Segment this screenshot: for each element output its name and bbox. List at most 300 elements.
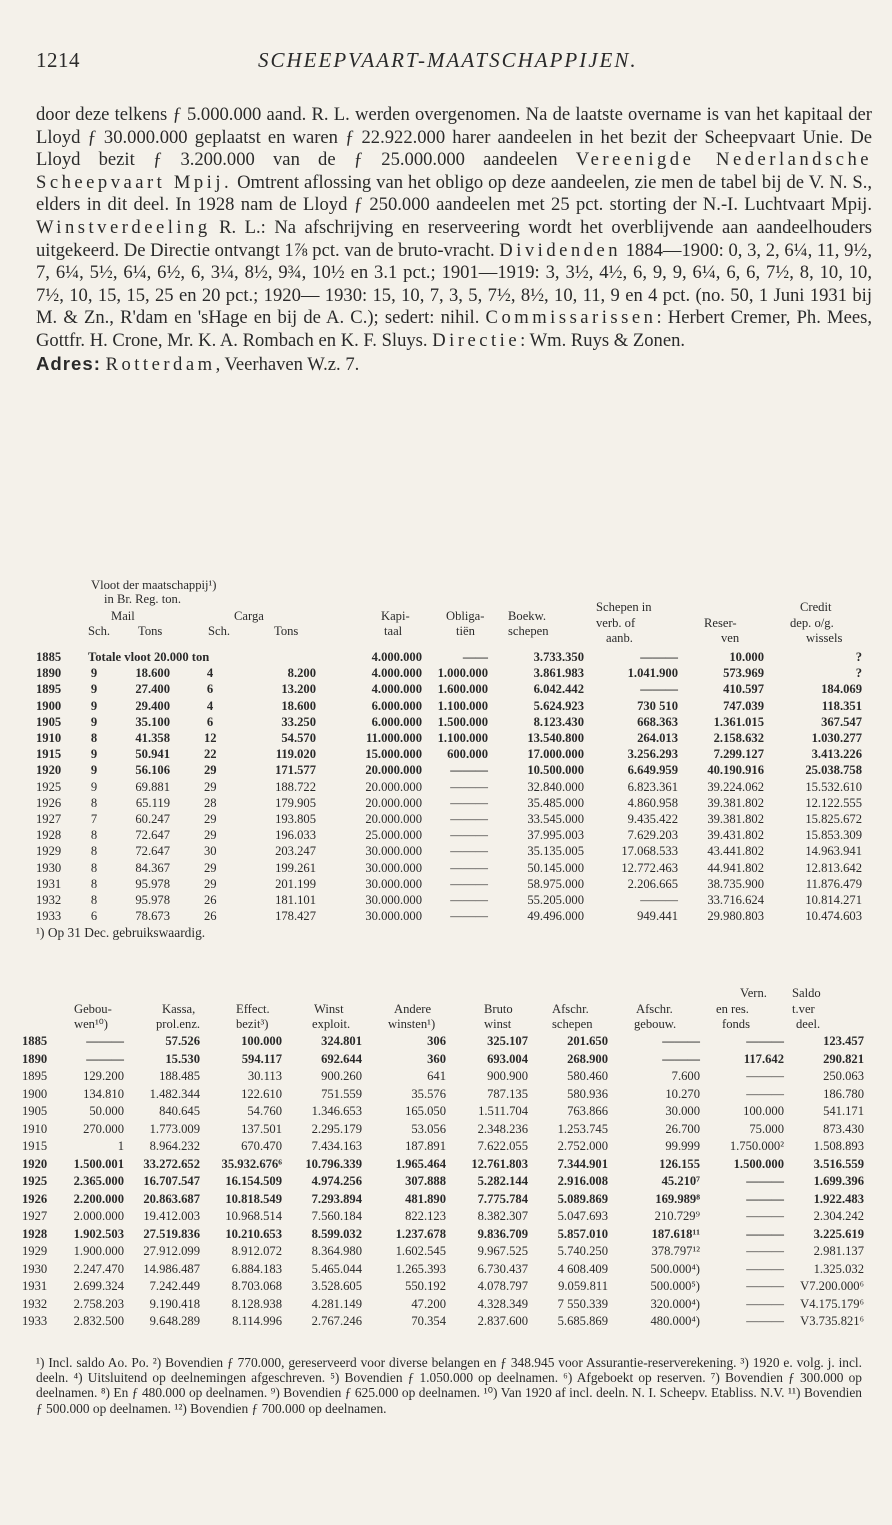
cell-s1: 9	[90, 779, 98, 794]
year-cell: 1915	[36, 747, 62, 762]
cell-w: 7.293.894	[311, 1191, 362, 1206]
cell-boek: 58.975.000	[527, 876, 584, 891]
financial-table-row	[22, 1034, 866, 1049]
cell-boek: 6.042.442	[533, 682, 584, 697]
cell-s2: 30	[204, 844, 217, 859]
year-cell: 1900	[22, 1086, 48, 1101]
cell-k: 14.986.487	[143, 1261, 200, 1276]
year-cell: 1932	[36, 893, 62, 907]
cell-cred: 15.825.672	[805, 812, 862, 826]
cell-as: 2.752.000	[557, 1139, 608, 1153]
cell-as: 763.866	[567, 1104, 608, 1118]
financial-table-row	[22, 1069, 866, 1084]
fleet-table-row	[36, 877, 866, 892]
cell-k: 8.964.232	[149, 1139, 200, 1153]
fleet-table-row	[36, 715, 866, 730]
cell-ag: 10.270	[665, 1086, 700, 1101]
th-schepen: schepen	[508, 624, 549, 638]
th-verb: verb. of	[596, 616, 636, 630]
cell-as: 268.900	[567, 1051, 608, 1066]
th-effect: Effect.	[236, 1002, 270, 1016]
cell-boek: 17.000.000	[527, 747, 584, 762]
cell-t2: 201.199	[275, 876, 316, 891]
cell-e: 10.818.549	[225, 1191, 282, 1206]
cell-s2: 4	[206, 666, 214, 681]
cell-as: 9.059.811	[558, 1279, 608, 1293]
cell-sa: 123.457	[823, 1034, 864, 1048]
cell-verb: 6.823.361	[627, 779, 678, 794]
cell-br: 4.078.797	[477, 1279, 528, 1293]
cell-cred: 15.532.610	[805, 779, 862, 794]
cell-kap: 25.000.000	[365, 828, 422, 843]
th-obliga: Obliga-	[446, 609, 485, 623]
cell-cred: 10.474.603	[805, 909, 862, 924]
cell-br: 9.967.525	[477, 1244, 528, 1258]
cell-cred: 3.413.226	[811, 747, 862, 762]
cell-res: 573.969	[723, 666, 764, 681]
financial-table-row	[22, 1086, 866, 1102]
cell-obl: 1.000.000	[437, 666, 488, 681]
cell-boek: 10.500.000	[527, 763, 584, 778]
cell-k: 20.863.687	[143, 1191, 200, 1206]
cell-t2: 179.905	[275, 795, 316, 810]
cell-s2: 6	[206, 682, 214, 697]
cell-kap: 30.000.000	[365, 860, 422, 875]
cell-verb: ———	[640, 893, 678, 907]
year-cell: 1900	[36, 698, 62, 713]
th-bezit: bezit³)	[236, 1017, 269, 1031]
financial-table-row	[22, 1279, 866, 1294]
cell-t1: 35.100	[135, 714, 170, 729]
th-tien: tiën	[456, 624, 475, 638]
cell-s1: 8	[90, 860, 98, 875]
cell-t2: 181.101	[275, 893, 316, 907]
cell-vr: 1.750.000²	[729, 1139, 784, 1153]
th-schepen2: schepen	[552, 1017, 593, 1031]
year-cell: 1890	[22, 1051, 48, 1066]
th-reser: Reser-	[704, 616, 737, 630]
th-kassa: Kassa,	[162, 1002, 196, 1016]
cell-sa: 2.304.242	[813, 1209, 864, 1223]
cell-w: 7.560.184	[311, 1209, 362, 1223]
fleet-table-row	[36, 844, 866, 859]
fleet-table-row	[36, 812, 866, 827]
cell-vr: ———	[746, 1034, 784, 1048]
cell-res: 747.039	[723, 698, 764, 713]
cell-s1: 7	[90, 812, 98, 826]
spaced-heading: Directie	[432, 329, 521, 351]
cell-sa: 1.325.032	[813, 1261, 864, 1276]
th-bwinst: winst	[484, 1017, 512, 1031]
cell-t1: 60.247	[135, 812, 170, 826]
cell-vr: ———	[746, 1261, 784, 1276]
cell-cred: 15.853.309	[805, 828, 862, 843]
year-cell: 1905	[36, 714, 62, 729]
year-cell: 1885	[22, 1034, 48, 1048]
spaced-heading: Winstverdeeling	[36, 216, 211, 238]
address-line	[36, 353, 872, 377]
text-run: 1884—1900: 0, 3, 2, 6¼, 11, 9½, 7, 6¼, 5½, 6¼, 6½, 6, 3¼, 8½, 9¾, 10½ en 3.1 pct.; 1901—1919: 3, 3½, 4½, 6, 9, 9, 6¼, 6, 6, 7½, 8, 10, 10, 7½, 10, 15, 15, 25 en 20 pct.; 1920— 1930: 15, 10, 7, 3, 5, 7½, 8½, 10, 11, 9 en 4 pct. (no. 50, 1 Juni 1931 bij M. & Zn., R'dam en 'sHage en bij de A. C.); sedert: nihil.	[36, 239, 872, 329]
cell-sa: V4.175.179⁶	[800, 1296, 864, 1311]
cell-obl: ———	[450, 893, 488, 907]
cell-g: 1.500.001	[73, 1156, 124, 1171]
cell-t1: 27.400	[135, 682, 170, 697]
cell-w: 2.767.246	[311, 1314, 362, 1328]
cell-cred: 12.813.642	[805, 860, 862, 875]
cell-verb: 730 510	[637, 698, 678, 713]
cell-res: 2.158.632	[713, 731, 764, 745]
cell-cred: ?	[855, 666, 862, 681]
cell-obl: ———	[450, 860, 488, 875]
financial-table-row	[22, 1139, 866, 1154]
cell-a: 53.056	[411, 1121, 446, 1136]
cell-a: 641	[427, 1069, 446, 1083]
cell-br: 325.107	[487, 1034, 528, 1048]
cell-res: 40.190.916	[707, 763, 764, 778]
cell-br: 5.282.144	[477, 1174, 528, 1188]
cell-kap: 20.000.000	[365, 812, 422, 826]
fleet-table-row	[36, 699, 866, 714]
cell-obl: ———	[450, 779, 488, 794]
address-city: Rotterdam	[105, 353, 216, 375]
cell-br: 2.348.236	[477, 1121, 528, 1136]
financial-table-row	[22, 1209, 866, 1224]
th-gebouw: gebouw.	[634, 1017, 677, 1031]
cell-sa: 3.516.559	[813, 1156, 864, 1171]
cell-w: 324.801	[321, 1034, 362, 1048]
footnotes: ¹) Incl. saldo Ao. Po. ²) Bovendien ƒ 770.000, gereserveerd voor diverse belangen en ƒ 348.945 voor Assurantie-reserverekening. ³) 1920 e. volg. j. incl. deeln. ⁴) Uitsluitend op deelnemingen afgeschreven. ⁵) Bovendien ƒ 1.050.000 op deelnamen. ⁶) Afgeboekt op reserven. ⁷) Bovendien ƒ 300.000 op deelnamen. ⁸) En ƒ 480.000 op deelnamen. ⁹) Bovendien ƒ 625.000 op deelnamen. ¹⁰) Van 1920 af incl. deeln. N. I. Scheepv. Etabliss. N.V. ¹¹) Bovendien ƒ 500.000 op deelnamen. ¹²) Bovendien ƒ 700.000 op deelnamen.	[36, 1355, 862, 1416]
cell-kap: 30.000.000	[365, 876, 422, 891]
financial-table-row	[22, 1051, 866, 1067]
cell-s1: 8	[90, 731, 98, 745]
cell-g: 2.365.000	[73, 1174, 124, 1188]
cell-w: 10.796.339	[305, 1156, 362, 1171]
cell-verb: 1.041.900	[627, 666, 678, 681]
year-cell: 1920	[22, 1156, 48, 1171]
th-prol: prol.enz.	[156, 1017, 201, 1031]
cell-res: 39.381.802	[707, 795, 764, 810]
cell-boek: 3.733.350	[533, 650, 584, 664]
cell-br: 693.004	[487, 1051, 528, 1066]
cell-t2: 188.722	[275, 779, 316, 794]
cell-obl: ———	[450, 844, 488, 859]
fleet-table-row	[36, 893, 866, 908]
cell-res: 44.941.802	[707, 860, 764, 875]
cell-kap: 15.000.000	[365, 747, 422, 762]
cell-t2: 193.805	[275, 812, 316, 826]
cell-kap: 20.000.000	[365, 795, 422, 810]
fleet-table-row	[36, 909, 866, 924]
cell-s1: 9	[90, 714, 98, 729]
cell-as: 2.916.008	[557, 1174, 608, 1188]
cell-as: 5.857.010	[557, 1226, 608, 1241]
th-deel: deel.	[796, 1017, 821, 1031]
cell-as: 5.685.869	[557, 1314, 608, 1328]
cell-t2: 13.200	[281, 682, 316, 697]
year-cell: 1920	[36, 763, 62, 778]
th-taal: taal	[384, 624, 403, 638]
cell-g: 2.699.324	[73, 1279, 124, 1293]
cell-a: 1.237.678	[395, 1226, 446, 1241]
year-cell: 1927	[36, 812, 62, 826]
year-cell: 1895	[36, 682, 62, 697]
cell-g: 2.758.203	[73, 1296, 124, 1311]
cell-g: 2.247.470	[73, 1261, 124, 1276]
cell-g: 129.200	[83, 1069, 124, 1083]
cell-w: 7.434.163	[311, 1139, 362, 1153]
cell-boek: 33.545.000	[527, 812, 584, 826]
th-inbr: in Br. Reg. ton.	[104, 592, 181, 606]
cell-sa: 250.063	[823, 1069, 864, 1083]
cell-a: 307.888	[405, 1174, 446, 1188]
cell-res: 33.716.624	[707, 893, 764, 907]
year-cell: 1931	[36, 876, 62, 891]
cell-s2: 22	[204, 747, 217, 762]
cell-t1: 69.881	[135, 779, 170, 794]
year-cell: 1931	[22, 1279, 48, 1293]
cell-t1: 78.673	[135, 909, 170, 924]
cell-cred: 1.030.277	[811, 731, 862, 745]
cell-t1: 29.400	[135, 698, 170, 713]
cell-ag: 7.600	[671, 1069, 700, 1083]
fleet-table-row	[36, 682, 866, 697]
total-fleet-cell: Totale vloot 20.000 ton	[88, 650, 210, 664]
cell-w: 8.599.032	[311, 1226, 362, 1241]
cell-boek: 5.624.923	[533, 698, 584, 713]
year-cell: 1929	[36, 844, 62, 859]
cell-verb: ———	[640, 682, 678, 697]
cell-k: 19.412.003	[143, 1209, 200, 1223]
cell-k: 1.773.009	[149, 1121, 200, 1136]
cell-s1: 9	[90, 763, 98, 778]
cell-res: 29.980.803	[707, 909, 764, 924]
cell-res: 39.381.802	[707, 812, 764, 826]
cell-a: 822.123	[405, 1209, 446, 1223]
cell-vr: 1.500.000	[733, 1156, 784, 1171]
cell-vr: ———	[746, 1226, 784, 1241]
text-run: door deze telkens ƒ 5.000.000 aand. R. L. werden overgenomen. Na de laatste overname is van het kapitaal der Lloyd ƒ 30.000.000 geplaatst en waren ƒ 22.922.000 harer aandeelen in het bezit der Scheepvaart Unie. De Lloyd bezit ƒ 3.200.000 van de ƒ 25.000.000 aandeelen	[36, 104, 872, 171]
cell-sa: 1.922.483	[813, 1191, 864, 1206]
fleet-table-row	[36, 731, 866, 746]
address-street: , Veerhaven W.z. 7.	[215, 353, 360, 375]
cell-verb: 9.435.422	[627, 812, 678, 826]
cell-res: 410.597	[723, 682, 764, 697]
cell-k: 7.242.449	[149, 1279, 200, 1293]
cell-s1: 9	[90, 747, 98, 762]
year-cell: 1910	[22, 1121, 48, 1136]
financial-table-row	[22, 1314, 866, 1329]
financial-table-row	[22, 1296, 866, 1312]
th-vern: Vern.	[740, 986, 767, 1000]
cell-t1: 72.647	[135, 844, 170, 859]
cell-s2: 12	[204, 731, 217, 745]
cell-cred: 12.122.555	[805, 795, 862, 810]
cell-verb: 7.629.203	[627, 828, 678, 843]
financial-table-row	[22, 1191, 866, 1207]
cell-a: 360	[427, 1051, 446, 1066]
th-andere: Andere	[394, 1002, 432, 1016]
cell-g: 270.000	[83, 1121, 124, 1136]
cell-obl: 1.100.000	[437, 698, 488, 713]
financial-table-row	[22, 1104, 866, 1119]
cell-a: 187.891	[405, 1139, 446, 1153]
cell-w: 900.260	[321, 1069, 362, 1083]
year-cell: 1925	[36, 779, 62, 794]
cell-s1: 8	[90, 893, 98, 907]
cell-verb: 6.649.959	[627, 763, 678, 778]
cell-a: 1.265.393	[395, 1261, 446, 1276]
cell-boek: 35.135.005	[527, 844, 584, 859]
cell-s1: 9	[90, 698, 98, 713]
cell-as: 7 550.339	[557, 1296, 608, 1311]
cell-vr: 117.642	[743, 1051, 784, 1066]
cell-cred: 184.069	[821, 682, 862, 697]
cell-as: 5.740.250	[557, 1244, 608, 1258]
cell-ag: 500.000⁵)	[650, 1279, 700, 1293]
financial-table	[22, 986, 866, 1340]
cell-t2: 119.020	[275, 747, 316, 762]
cell-s2: 29	[204, 876, 217, 891]
cell-k: 9.648.289	[149, 1314, 200, 1328]
th-afschr1: Afschr.	[552, 1002, 589, 1016]
cell-obl: ———	[450, 812, 488, 826]
cell-br: 900.900	[487, 1069, 528, 1083]
cell-cred: 14.963.941	[805, 844, 862, 859]
cell-w: 1.346.653	[311, 1104, 362, 1118]
cell-s1: 8	[90, 844, 98, 859]
cell-e: 8.128.938	[231, 1296, 282, 1311]
cell-obl: ———	[450, 828, 488, 843]
cell-br: 9.836.709	[477, 1226, 528, 1241]
text-run: : Wm. Ruys & Zonen.	[520, 329, 686, 351]
text-run: : Herbert Cremer, Ph. Mees, Gottfr. H. Crone, Mr. K. A. Rombach en K. F. Sluys.	[36, 307, 872, 351]
cell-g: 2.832.500	[73, 1314, 124, 1328]
cell-as: 7.344.901	[557, 1156, 608, 1171]
th-kapi: Kapi-	[381, 609, 410, 623]
th-dep: dep. o/g.	[790, 616, 834, 630]
cell-a: 1.602.545	[395, 1244, 446, 1258]
th-ven: ven	[721, 631, 740, 645]
cell-e: 8.912.072	[231, 1244, 282, 1258]
cell-sa: V7.200.000⁶	[800, 1279, 864, 1293]
cell-s2: 29	[204, 763, 217, 778]
th-mail: Mail	[111, 609, 135, 623]
cell-s1: 8	[90, 828, 98, 843]
cell-obl: 600.000	[447, 747, 488, 762]
th-carga: Carga	[234, 609, 264, 623]
cell-boek: 13.540.800	[527, 731, 584, 745]
cell-ag: 480.000⁴)	[650, 1314, 700, 1328]
cell-br: 4.328.349	[477, 1296, 528, 1311]
cell-e: 54.760	[247, 1104, 282, 1118]
cell-g: 2.000.000	[73, 1209, 124, 1223]
cell-cred: 367.547	[821, 714, 862, 729]
financial-table-row	[22, 1261, 866, 1277]
cell-obl: 1.600.000	[437, 682, 488, 697]
cell-res: 10.000	[729, 650, 764, 664]
year-cell: 1890	[36, 666, 62, 681]
cell-t1: 84.367	[135, 860, 170, 875]
cell-t1: 95.978	[135, 893, 170, 907]
year-cell: 1925	[22, 1174, 48, 1188]
year-cell: 1930	[22, 1261, 48, 1276]
year-cell: 1933	[36, 909, 62, 924]
cell-boek: 3.861.983	[533, 666, 584, 681]
cell-k: 33.272.652	[143, 1156, 200, 1171]
th-tons2: Tons	[274, 624, 299, 638]
cell-as: 201.650	[567, 1034, 608, 1048]
cell-cred: ?	[855, 650, 862, 664]
cell-sa: 186.780	[823, 1086, 864, 1101]
cell-k: 9.190.418	[149, 1296, 200, 1311]
spaced-heading: Vereenigde Nederlandsche Scheepvaart Mpij.	[36, 149, 873, 193]
cell-as: 4 608.409	[557, 1261, 608, 1276]
cell-t2: 196.033	[275, 828, 316, 843]
body-text	[36, 104, 872, 376]
year-cell: 1928	[22, 1226, 48, 1241]
cell-boek: 50.145.000	[527, 860, 584, 875]
cell-g: ———	[86, 1051, 124, 1066]
cell-ag: 26.700	[665, 1121, 700, 1136]
cell-w: 692.644	[321, 1051, 362, 1066]
cell-w: 4.281.149	[311, 1296, 362, 1311]
cell-obl: ——	[462, 650, 488, 664]
cell-verb: 668.363	[637, 714, 678, 729]
cell-s1: 9	[90, 682, 98, 697]
th-aanb: aanb.	[606, 631, 633, 645]
fleet-table-row	[36, 861, 866, 876]
cell-w: 3.528.605	[311, 1279, 362, 1293]
cell-br: 12.761.803	[471, 1156, 528, 1171]
cell-boek: 55.205.000	[527, 893, 584, 907]
th-sch2: Sch.	[208, 624, 231, 638]
spaced-heading: Commissarissen	[485, 307, 657, 329]
cell-s2: 29	[204, 860, 217, 875]
cell-as: 580.936	[567, 1086, 608, 1101]
table1-footnote: ¹) Op 31 Dec. gebruikswaardig.	[36, 925, 206, 940]
th-wen: wen¹⁰)	[74, 1017, 108, 1031]
fleet-table-row	[36, 763, 866, 778]
year-cell: 1929	[22, 1244, 48, 1258]
cell-ag: 45.210⁷	[661, 1174, 700, 1188]
cell-a: 1.965.464	[395, 1156, 446, 1171]
cell-ag: 500.000⁴)	[650, 1261, 700, 1276]
cell-ag: 187.618¹¹	[651, 1226, 700, 1241]
cell-k: 57.526	[165, 1034, 200, 1048]
cell-obl: ———	[450, 795, 488, 810]
cell-w: 5.465.044	[311, 1261, 362, 1276]
cell-as: 1.253.745	[557, 1121, 608, 1136]
cell-verb: 4.860.958	[627, 795, 678, 810]
cell-res: 39.224.062	[707, 779, 764, 794]
cell-s1: 9	[90, 666, 98, 681]
year-cell: 1933	[22, 1314, 48, 1328]
cell-boek: 37.995.003	[527, 828, 584, 843]
year-cell: 1930	[36, 860, 62, 875]
cell-s2: 6	[206, 714, 214, 729]
cell-w: 8.364.980	[311, 1244, 362, 1258]
cell-t2: 33.250	[281, 714, 316, 729]
th-enres: en res.	[716, 1002, 749, 1016]
cell-res: 38.735.900	[707, 876, 764, 891]
cell-cred: 118.351	[821, 698, 862, 713]
cell-as: 580.460	[567, 1069, 608, 1083]
cell-vr: ———	[746, 1314, 784, 1328]
cell-kap: 30.000.000	[365, 893, 422, 907]
cell-br: 787.135	[487, 1086, 528, 1101]
cell-ag: 30.000	[665, 1104, 700, 1118]
cell-s2: 26	[204, 909, 217, 924]
